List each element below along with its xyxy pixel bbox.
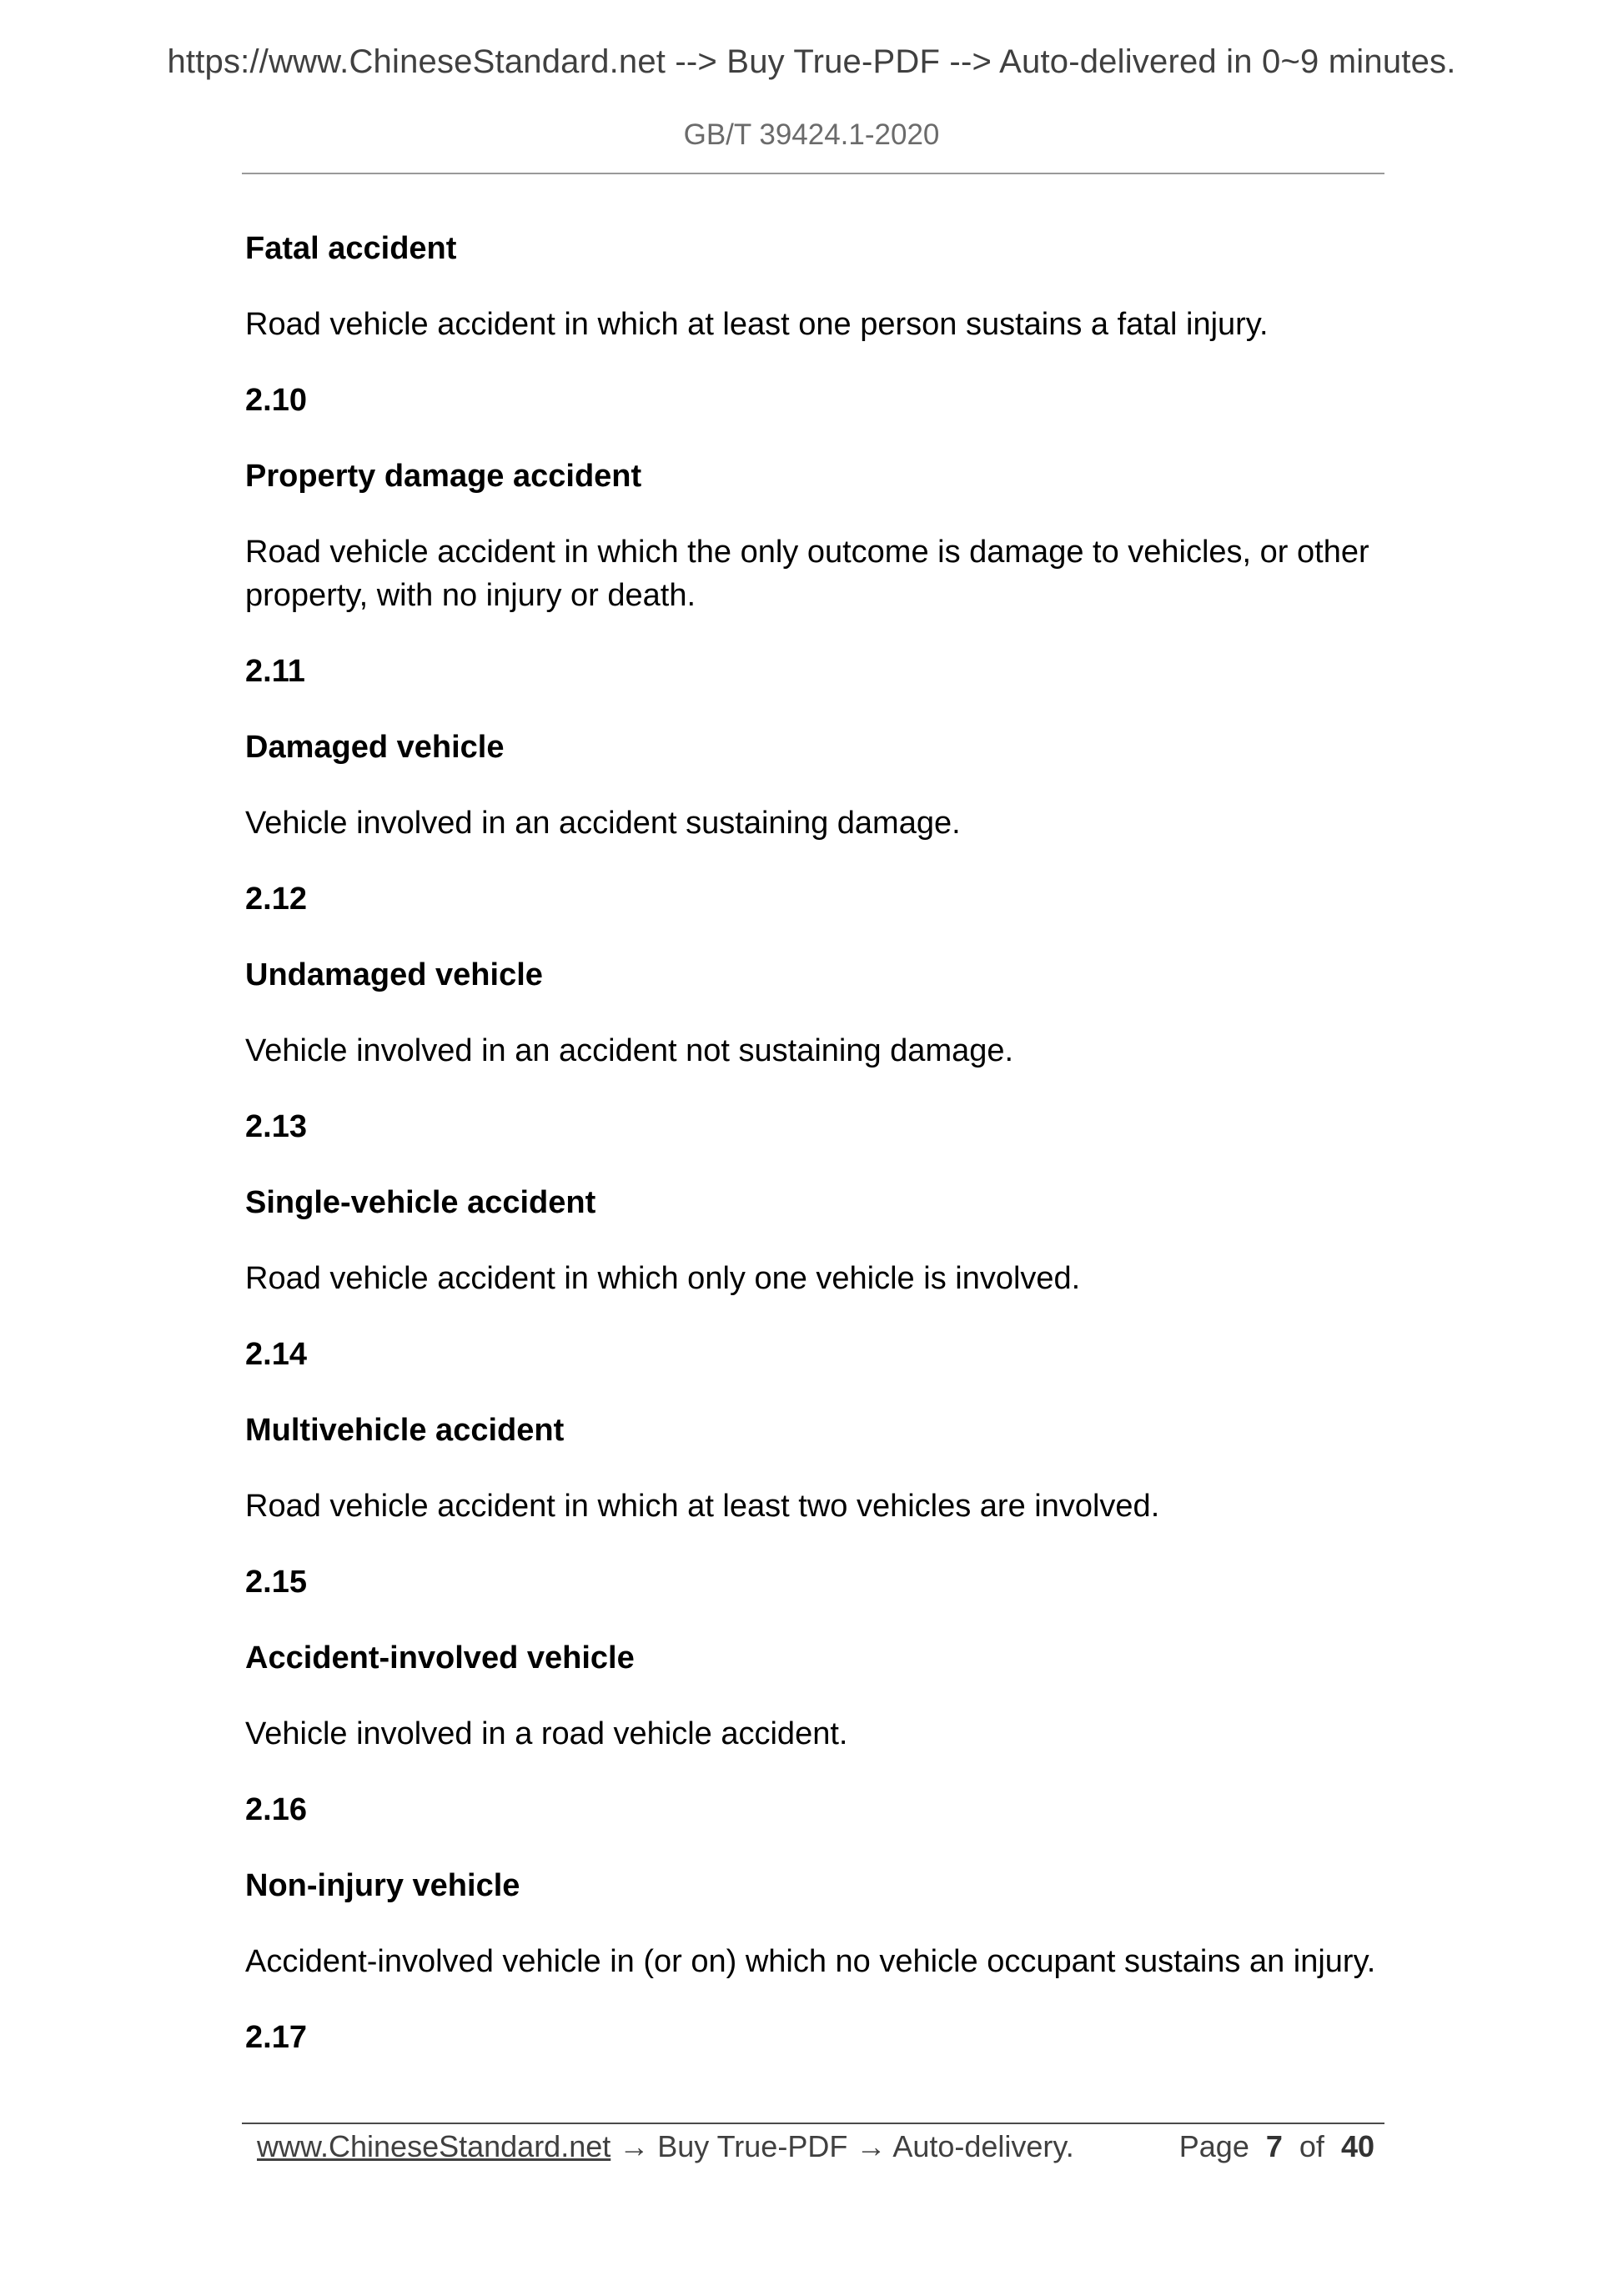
page-current: 7 bbox=[1265, 2129, 1283, 2163]
footer-divider bbox=[242, 2123, 1384, 2124]
term-definition: Road vehicle accident in which only one vehicle is involved. bbox=[245, 1261, 1081, 1296]
clause-number: 2.10 bbox=[245, 383, 307, 418]
term-definition: Road vehicle accident in which the only outcome is damage to vehicles, or other property, with no injury or death. bbox=[245, 535, 1369, 613]
term-definition: Vehicle involved in an accident not sustaining damage. bbox=[245, 1033, 1014, 1068]
header-divider bbox=[242, 173, 1384, 174]
term-definition: Vehicle involved in a road vehicle accident. bbox=[245, 1716, 848, 1751]
term-title: Accident-involved vehicle bbox=[245, 1640, 635, 1676]
term-title: Single-vehicle accident bbox=[245, 1185, 596, 1220]
term-title: Non-injury vehicle bbox=[245, 1868, 520, 1903]
clause-number: 2.11 bbox=[245, 654, 305, 689]
page-of: of bbox=[1299, 2129, 1324, 2163]
clause-number: 2.12 bbox=[245, 882, 307, 917]
standard-code: GB/T 39424.1-2020 bbox=[683, 118, 940, 151]
term-title: Damaged vehicle bbox=[245, 730, 505, 765]
clause-number: 2.16 bbox=[245, 1792, 307, 1827]
term-title: Property damage accident bbox=[245, 459, 642, 494]
clause-number: 2.17 bbox=[245, 2020, 307, 2055]
term-title: Undamaged vehicle bbox=[245, 957, 543, 992]
term-definition: Vehicle involved in an accident sustaining damage. bbox=[245, 806, 961, 841]
term-title: Multivehicle accident bbox=[245, 1413, 565, 1448]
clause-number: 2.15 bbox=[245, 1565, 307, 1600]
top-banner: https://www.ChineseStandard.net --> Buy True-PDF --> Auto-delivered in 0~9 minutes. bbox=[167, 43, 1456, 80]
page-indicator bbox=[1179, 2129, 1374, 2164]
page-total: 40 bbox=[1340, 2129, 1374, 2163]
page-label: Page bbox=[1178, 2129, 1249, 2163]
page-footer bbox=[257, 2129, 1374, 2164]
footer-link[interactable]: www.ChineseStandard.net bbox=[257, 2129, 611, 2163]
term-definition: Accident-involved vehicle in (or on) which no vehicle occupant sustains an injury. bbox=[245, 1944, 1376, 1979]
term-definition: Road vehicle accident in which at least one person sustains a fatal injury. bbox=[245, 307, 1269, 342]
term-definition: Road vehicle accident in which at least two vehicles are involved. bbox=[245, 1489, 1160, 1524]
footer-trail: → Buy True-PDF → Auto-delivery. bbox=[611, 2129, 1074, 2163]
document-body bbox=[245, 227, 1396, 2092]
clause-number: 2.14 bbox=[245, 1337, 307, 1372]
term-title: Fatal accident bbox=[245, 231, 457, 266]
clause-number: 2.13 bbox=[245, 1109, 307, 1144]
